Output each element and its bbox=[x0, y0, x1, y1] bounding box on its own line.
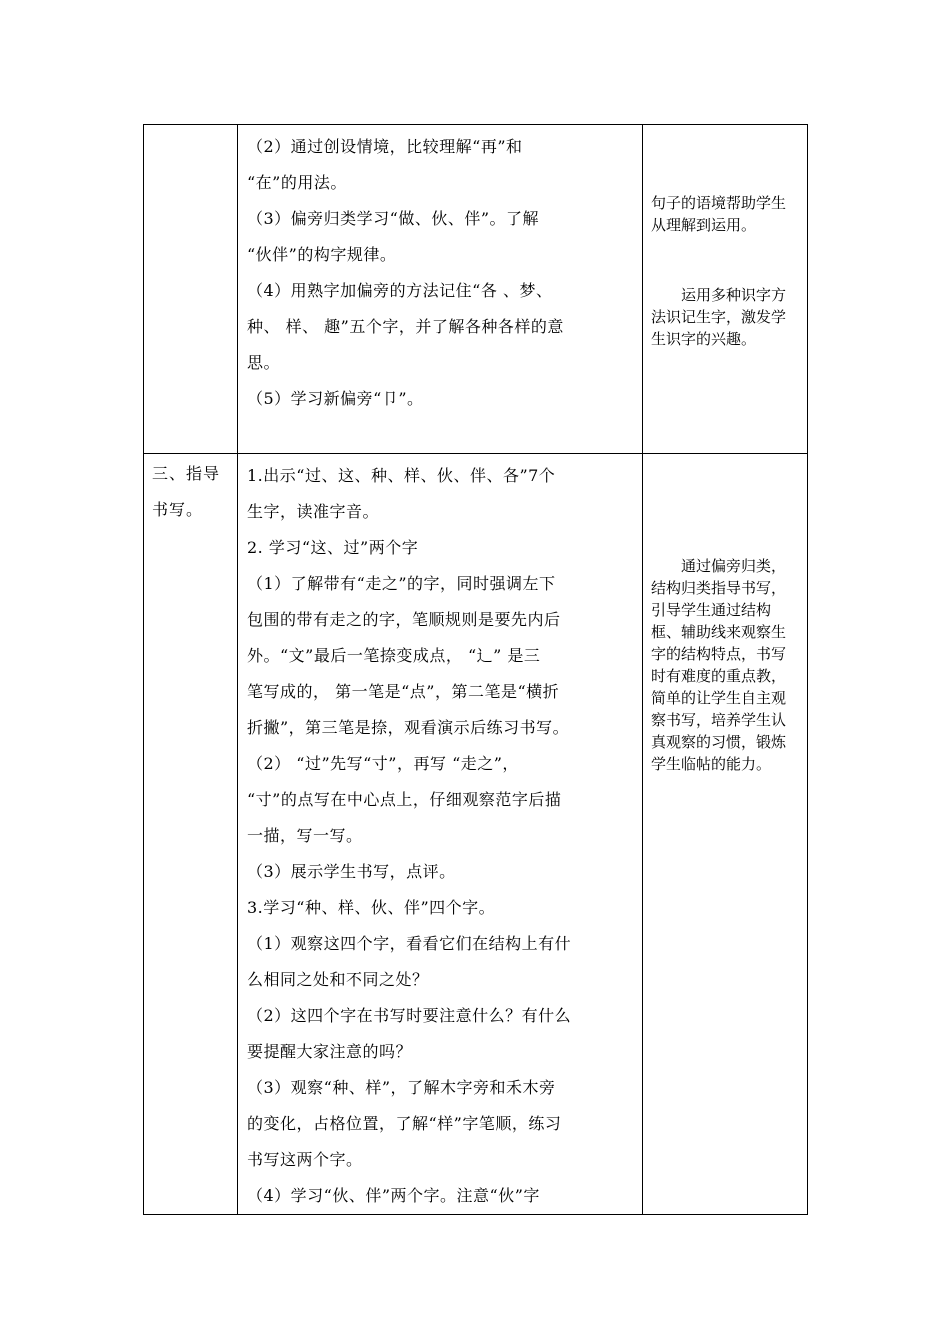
table-row bbox=[144, 454, 808, 1215]
content-line: （2）这四个字在书写时要注意什么？有什么 bbox=[247, 1006, 572, 1025]
content-line: “伙伴”的构字规律。 bbox=[247, 245, 397, 264]
content-line: 1.出示“过、这、种、样、伙、伴、各”7个 bbox=[247, 466, 556, 485]
content-line: “在”的用法。 bbox=[247, 173, 347, 192]
content-line: “寸”的点写在中心点上，仔细观察范字后描 bbox=[247, 790, 562, 809]
content-line: （3）观察“种、样”，了解木字旁和禾木旁 bbox=[247, 1078, 556, 1097]
content-line: （3）偏旁归类学习“做、伙、伴”。了解 bbox=[247, 209, 540, 228]
content-line: （2） “过”先写“寸”，再写 “走之”， bbox=[247, 754, 519, 773]
content-line: 思。 bbox=[247, 353, 281, 372]
content-line: 的变化，占格位置，了解“样”字笔顺，练习 bbox=[247, 1114, 562, 1133]
content-line: 折撇”，第三笔是捺，观看演示后练习书写。 bbox=[247, 718, 570, 737]
content-line: 么相同之处和不同之处？ bbox=[247, 970, 429, 989]
content-line: 笔写成的， 第一笔是“点”，第二笔是“横折 bbox=[247, 682, 560, 701]
table-row bbox=[144, 125, 808, 454]
content-line: 种、 样、 趣”五个字，并了解各种各样的意 bbox=[247, 317, 564, 336]
content-line: （4）用熟字加偏旁的方法记住“各 、梦、 bbox=[247, 281, 553, 300]
content-line: 一描，写一写。 bbox=[247, 826, 363, 845]
step-content-cell bbox=[238, 454, 643, 1215]
step-heading bbox=[144, 125, 237, 127]
content-line: （3）展示学生书写，点评。 bbox=[247, 862, 456, 881]
content-line: 外。“文”最后一笔捺变成点， “辶” 是三 bbox=[247, 646, 541, 665]
step-content-cell bbox=[238, 125, 643, 454]
step-heading: 三、指导书写。 bbox=[152, 464, 221, 519]
content-line: 书写这两个字。 bbox=[247, 1150, 363, 1169]
design-notes-cell bbox=[643, 125, 808, 454]
content-line: 2. 学习“这、过”两个字 bbox=[247, 538, 419, 557]
content-line: （5）学习新偏旁“卩”。 bbox=[247, 389, 424, 408]
content-line: 要提醒大家注意的吗？ bbox=[247, 1042, 413, 1061]
content-line: （1）观察这四个字，看看它们在结构上有什 bbox=[247, 934, 572, 953]
content-line: 包围的带有走之的字，笔顺规则是要先内后 bbox=[247, 610, 561, 629]
step-heading-cell bbox=[144, 454, 238, 1215]
step-heading-cell bbox=[144, 125, 238, 454]
design-notes-cell bbox=[643, 454, 808, 1215]
design-note: 通过偏旁归类，结构归类指导书写，引导学生通过结构框、辅助线来观察生字的结构特点，书写时有难度的重点教，简单的让学生自主观察书写，培养学生认真观察的习惯，锻炼学生临帖的能力。 bbox=[651, 557, 787, 773]
content-line: 3.学习“种、样、伙、伴”四个字。 bbox=[247, 898, 496, 917]
content-line: （1）了解带有“走之”的字，同时强调左下 bbox=[247, 574, 556, 593]
lesson-plan-table bbox=[143, 124, 808, 1215]
content-line: 生字，读准字音。 bbox=[247, 502, 380, 521]
design-note: 句子的语境帮助学生从理解到运用。 bbox=[651, 194, 787, 234]
content-line: （2）通过创设情境，比较理解“再”和 bbox=[247, 137, 523, 156]
design-note: 运用多种识字方法识记生字，激发学生识字的兴趣。 bbox=[651, 286, 787, 348]
content-line: （4）学习“伙、伴”两个字。注意“伙”字 bbox=[247, 1186, 540, 1205]
